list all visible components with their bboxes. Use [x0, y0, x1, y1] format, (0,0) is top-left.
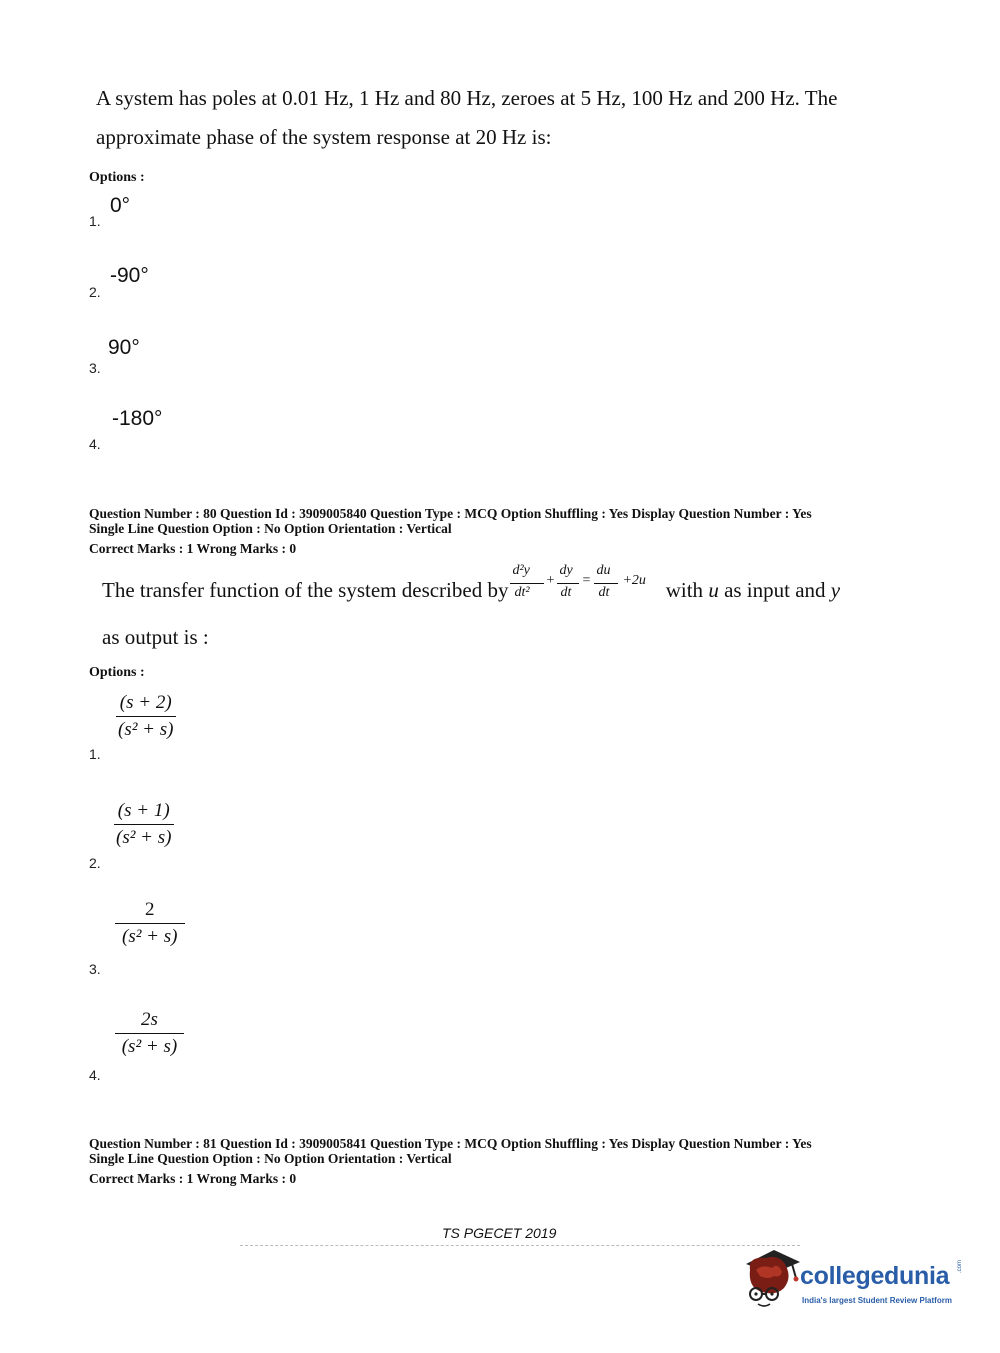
brand-suffix: .com — [957, 1259, 963, 1273]
footer-exam-title: TS PGECET 2019 — [442, 1225, 557, 1241]
eq-tail: +2u — [622, 573, 646, 588]
q80-var-u: u — [708, 577, 719, 602]
option-denominator: (s² + s) — [118, 719, 174, 740]
option-numerator: 2s — [115, 1009, 184, 1034]
option-number: 2. — [89, 284, 101, 300]
mascot-icon — [740, 1248, 804, 1310]
eq-dy-den: dt — [560, 585, 572, 600]
eq-frac-line-1 — [510, 583, 544, 584]
option-value: -180° — [112, 407, 163, 430]
q80-meta-line1: Question Number : 80 Question Id : 3909005840 Question Type : MCQ Option Shuffling : Yes Display Question Number : Yes — [89, 506, 812, 521]
q81-meta-line1: Question Number : 81 Question Id : 3909005841 Question Type : MCQ Option Shuffling : Yes Display Question Number : Yes — [89, 1136, 812, 1151]
q81-meta-line2: Single Line Question Option : No Option Orientation : Vertical — [89, 1151, 452, 1166]
option-value: 0° — [110, 194, 131, 217]
option-numerator: (s + 1) — [114, 800, 174, 825]
option-numerator: (s + 2) — [116, 692, 176, 717]
q80-text-line2: as output is : — [102, 625, 209, 649]
q79-text-line1: A system has poles at 0.01 Hz, 1 Hz and 80 Hz, zeroes at 5 Hz, 100 Hz and 200 Hz. The — [96, 86, 838, 110]
option-denominator: (s² + s) — [121, 1036, 178, 1057]
q80-text-after: with — [665, 577, 704, 602]
option-number: 4. — [89, 436, 101, 452]
q80-var-y: y — [830, 577, 841, 602]
eq-frac-line-2 — [557, 583, 579, 584]
eq-frac-line-3 — [594, 583, 618, 584]
eq-plus: + — [546, 573, 555, 588]
eq-d2y-den: dt² — [514, 585, 530, 600]
option-fraction — [112, 800, 175, 849]
option-denominator: (s² + s) — [122, 926, 178, 947]
eq-du-den: dt — [598, 585, 610, 600]
brand-tagline: India's largest Student Review Platform — [802, 1296, 952, 1305]
option-numerator: 2 — [115, 899, 185, 924]
q80-text-before: The transfer function of the system described by — [102, 577, 509, 602]
brand-name: collegedunia — [800, 1262, 950, 1290]
option-denominator: (s² + s) — [116, 827, 172, 848]
q80-meta-line3: Correct Marks : 1 Wrong Marks : 0 — [89, 541, 297, 556]
q79-options-label: Options : — [89, 170, 145, 185]
footer-divider — [240, 1245, 800, 1246]
eq-dy-num: dy — [559, 563, 573, 578]
option-number: 4. — [89, 1067, 101, 1083]
eq-equals: = — [582, 573, 591, 588]
q80-differential-equation — [508, 564, 660, 604]
q80-question-text — [102, 562, 840, 606]
option-number: 1. — [89, 213, 101, 229]
option-number: 3. — [89, 360, 101, 376]
q80-meta-line2: Single Line Question Option : No Option Orientation : Vertical — [89, 521, 452, 536]
q79-text-line2: approximate phase of the system response at 20 Hz is: — [96, 125, 552, 149]
q80-text-as-input: as input and — [724, 577, 826, 602]
option-fraction — [115, 1009, 184, 1058]
option-value: 90° — [108, 336, 140, 359]
option-number: 3. — [89, 961, 101, 977]
option-number: 2. — [89, 855, 101, 871]
eq-d2y-num: d²y — [512, 563, 530, 578]
q80-options-label: Options : — [89, 665, 145, 680]
option-value: -90° — [110, 264, 149, 287]
eq-du-num: du — [596, 563, 611, 578]
q81-meta-line3: Correct Marks : 1 Wrong Marks : 0 — [89, 1171, 297, 1186]
option-fraction — [114, 692, 177, 741]
option-number: 1. — [89, 746, 101, 762]
collegedunia-logo[interactable] — [740, 1248, 970, 1318]
option-fraction — [115, 899, 185, 948]
